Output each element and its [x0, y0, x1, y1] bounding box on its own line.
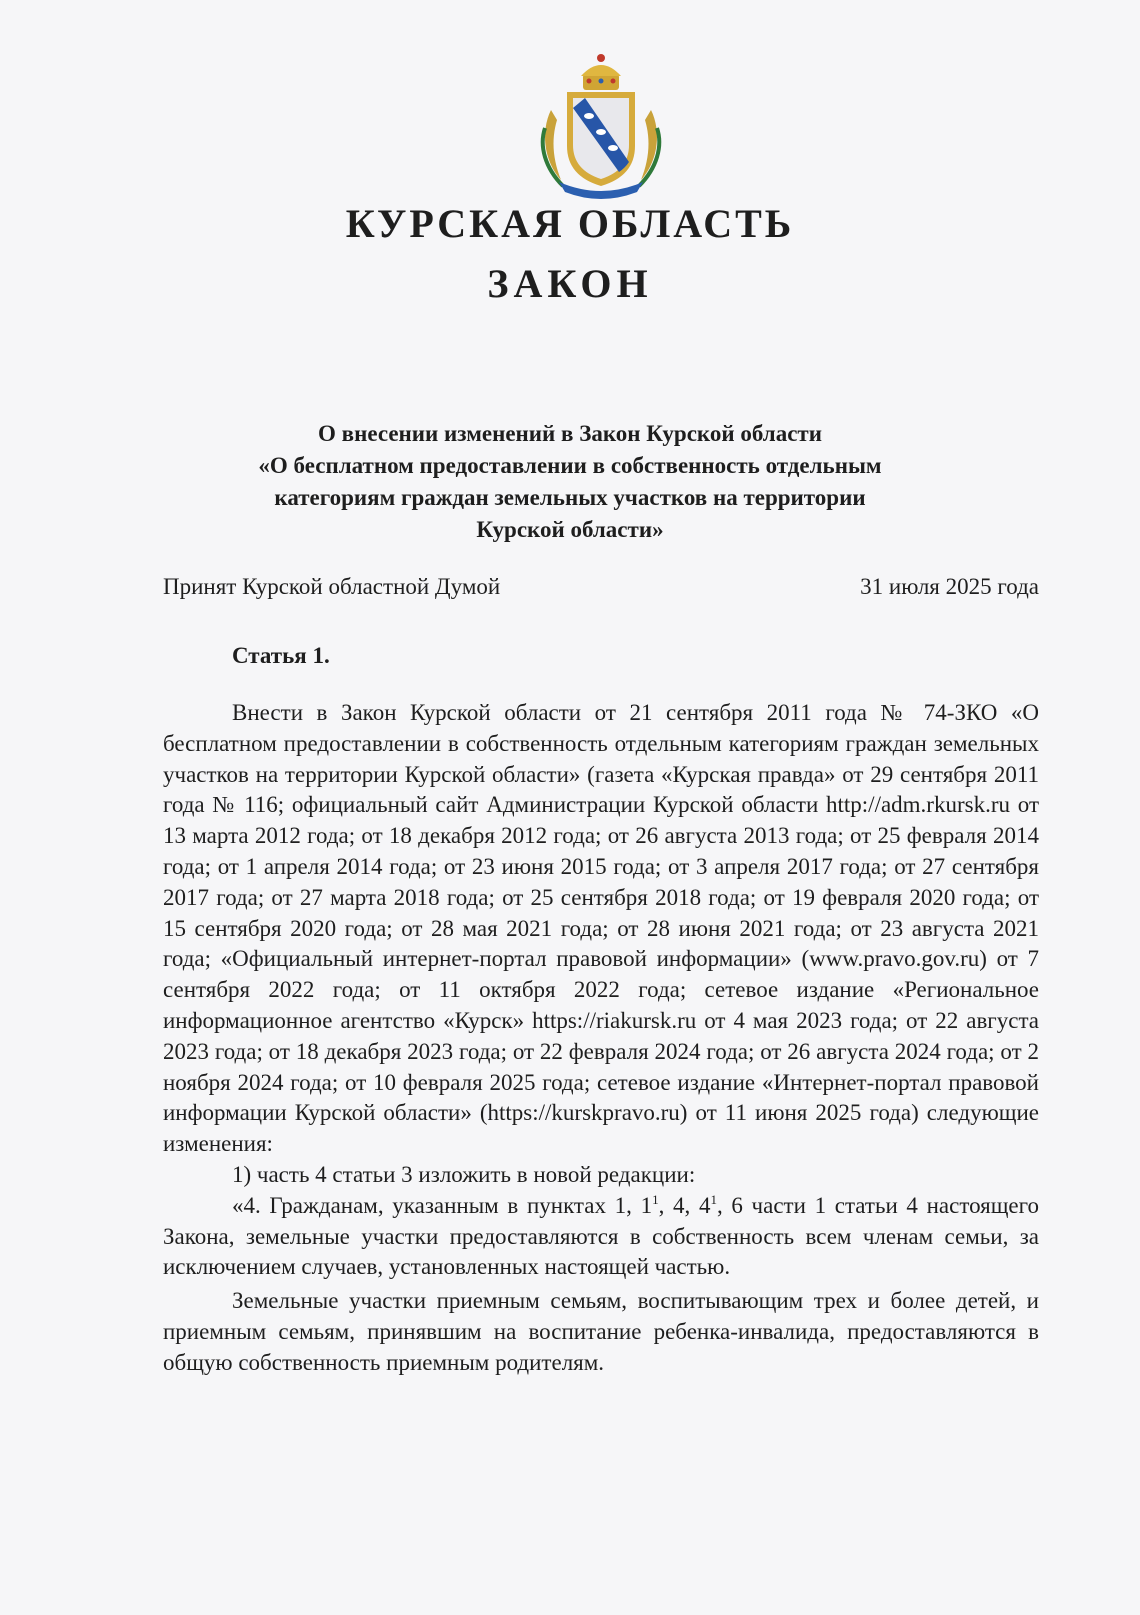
article-heading: Статья 1. — [232, 643, 330, 668]
region-title: КУРСКАЯ ОБЛАСТЬ — [345, 201, 795, 246]
adopting-body: Принят Курской областной Думой — [163, 574, 501, 599]
kursk-coat-of-arms-icon — [537, 50, 665, 200]
quote-text-part: «4. Гражданам, указанным в пунктах 1, 1 — [232, 1192, 653, 1218]
superscript-mark: 1 — [652, 1191, 659, 1207]
subject-line: категориям граждан земельных участков на территории — [274, 485, 866, 510]
list-item-1: 1) часть 4 статьи 3 изложить в новой редакции: — [232, 1161, 696, 1187]
quote-text-part: , 4, 4 — [658, 1192, 711, 1218]
adoption-date: 31 июля 2025 года — [860, 574, 1039, 599]
subject-line: «О бесплатном предоставлении в собственность отдельным — [258, 453, 882, 478]
document-type-title: ЗАКОН — [487, 261, 653, 306]
intro-paragraph: Внести в Закон Курской области от 21 сентября 2011 года № 74-ЗКО «О бесплатном предоставлении в собственность отдельным категориям граждан земельных участков на территории Курской области» (газета «Курская правда» от 29 сентября 2011 года № 116; официальный сайт Администрации Курской области http://adm.rkursk.ru от 13 марта 2012 года; от 18 декабря 2012 года; от 26 августа 2013 года; от 25 февраля 2014 года; от 1 апреля 2014 года; от 23 июня 2015 года; от 3 апреля 2017 года; от 27 сентября 2017 года; от 27 марта 2018 года; от 25 сентября 2018 года; от 19 февраля 2020 года; от 15 сентября 2020 года; от 28 мая 2021 года; от 28 июня 2021 года; от 23 августа 2021 года; «Официальный интернет-портал правовой информации» (www.pravo.gov.ru) от 7 сентября 2022 года; от 11 октября 2022 года; сетевое издание «Региональное информационное агентство «Курск» https://riakursk.ru от 4 мая 2023 года; от 22 августа 2023 года; от 18 декабря 2023 года; от 22 февраля 2024 года; от 26 августа 2024 года; от 2 ноября 2024 года; от 10 февраля 2025 года; сетевое издание «Интернет-портал правовой информации Курской области» (https://kurskpravo.ru) от 11 июня 2025 года) следующие изменения: — [163, 700, 1039, 1157]
article-body — [163, 698, 1039, 1379]
superscript-mark: 1 — [710, 1191, 717, 1207]
subject-line: Курской области» — [476, 517, 664, 542]
subject-line: О внесении изменений в Закон Курской области — [318, 421, 822, 446]
quote-paragraph-2: Земельные участки приемным семьям, воспитывающим трех и более детей, и приемным семьям, принявшим на воспитание ребенка-инвалида, предоставляются в общую собственность приемным родителям. — [163, 1288, 1039, 1375]
quote-text-part: , 6 части 1 статьи 4 настоящего Закона, земельные участки предоставляются в собственность всем членам семьи, за исключением случаев, установленных настоящей частью. — [163, 1192, 1040, 1280]
law-subject-title — [200, 418, 940, 546]
quote-paragraph-1 — [163, 1191, 1039, 1283]
